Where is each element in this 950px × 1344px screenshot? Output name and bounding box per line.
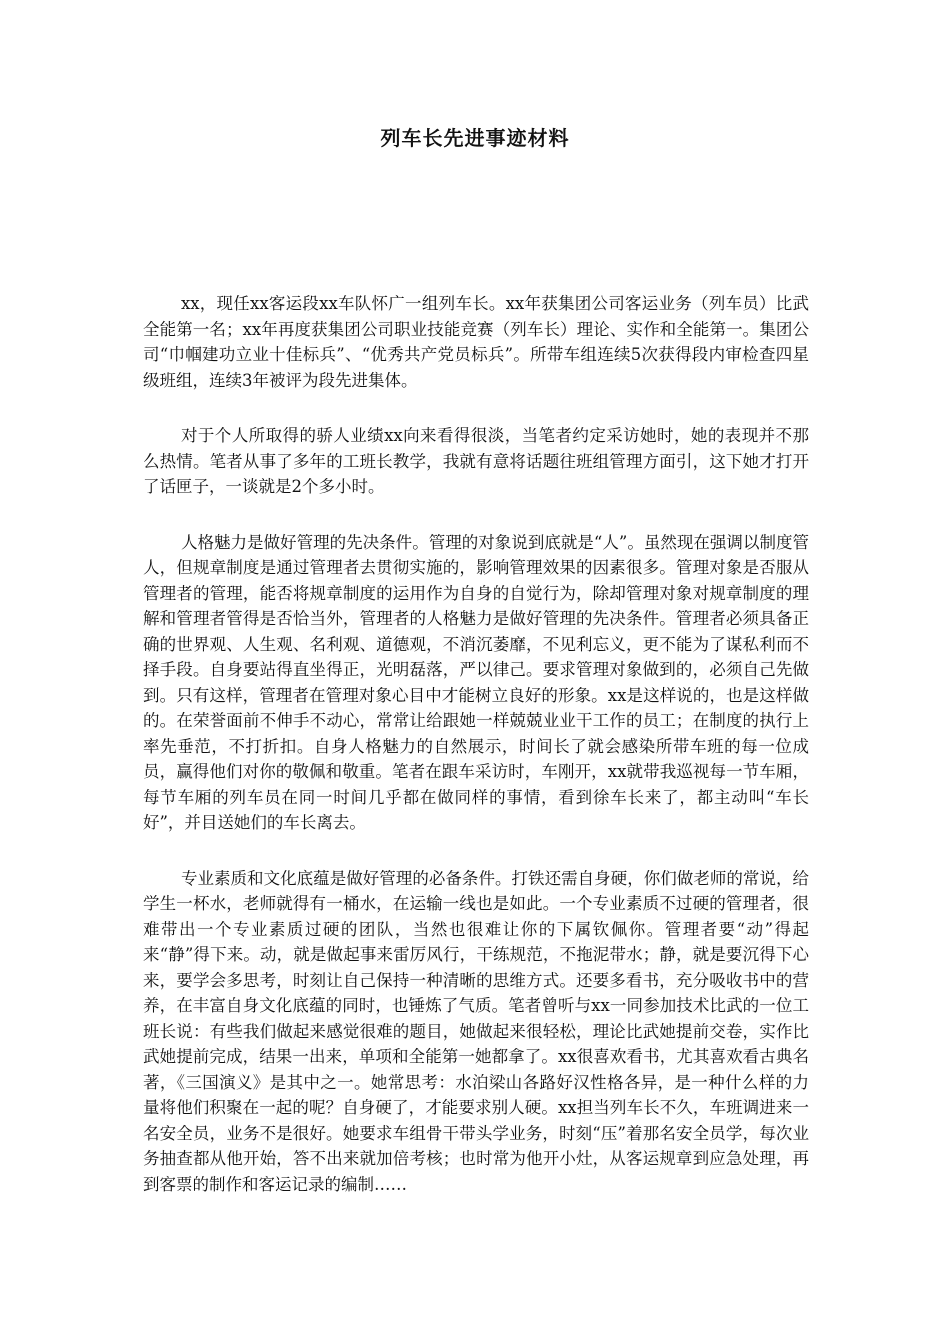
paragraph-interview: 对于个人所取得的骄人业绩xx向来看得很淡，当笔者约定采访她时，她的表现并不那么热情。笔者从事了多年的工班长教学，我就有意将话题往班组管理方面引，这下她才打开了话匣子，一谈就是2个多小时。 bbox=[143, 426, 809, 496]
document-body bbox=[143, 291, 809, 1227]
paragraph-personal-charm: 人格魅力是做好管理的先决条件。管理的对象说到底就是“人”。虽然现在强调以制度管人，但规章制度是通过管理者去贯彻实施的，影响管理效果的因素很多。管理对象是否服从管理者的管理，能否将规章制度的运用作为自身的自觉行为，除却管理对象对规章制度的理解和管理者管得是否恰当外，管理者的人格魅力是做好管理的先决条件。管理者必须具备正确的世界观、人生观、名利观、道德观，不消沉萎靡，不见利忘义，更不能为了谋私利而不择手段。自身要站得直坐得正，光明磊落，严以律己。要求管理对象做到的，必须自己先做到。只有这样，管理者在管理对象心目中才能树立良好的形象。xx是这样说的，也是这样做的。在荣誉面前不伸手不动心，常常让给跟她一样兢兢业业干工作的员工；在制度的执行上率先垂范，不打折扣。自身人格魅力的自然展示，时间长了就会感染所带车班的每一位成员，赢得他们对你的敬佩和敬重。笔者在跟车采访时，车刚开，xx就带我巡视每一节车厢，每节车厢的列车员在同一时间几乎都在做同样的事情，看到徐车长来了，都主动叫“车长好”，并目送她们的车长离去。 bbox=[143, 532, 809, 832]
document-title: 列车长先进事迹材料 bbox=[380, 126, 570, 150]
paragraph-professional-quality: 专业素质和文化底蕴是做好管理的必备条件。打铁还需自身硬，你们做老师的常说，给学生一杯水，老师就得有一桶水，在运输一线也是如此。一个专业素质不过硬的管理者，很难带出一个专业素质过硬的团队，当然也很难让你的下属钦佩你。管理者要“动”得起来“静”得下来。动，就是做起事来雷厉风行，干练规范，不拖泥带水；静，就是要沉得下心来，要学会多思考，时刻让自己保持一种清晰的思维方式。还要多看书，充分吸收书中的营养，在丰富自身文化底蕴的同时，也锤炼了气质。笔者曾听与xx一同参加技术比武的一位工班长说：有些我们做起来感觉很难的题目，她做起来很轻松，理论比武她提前交卷，实作比武她提前完成，结果一出来，单项和全能第一她都拿了。xx很喜欢看书，尤其喜欢看古典名著，《三国演义》是其中之一。她常思考：水泊梁山各路好汉性格各异，是一种什么样的力量将他们积聚在一起的呢？自身硬了，才能要求别人硬。xx担当列车长不久，车班调进来一名安全员，业务不是很好。她要求车组骨干带头学业务，时刻“压”着那名安全员学，每次业务抽查都从他开始，答不出来就加倍考核；也时常为他开小灶，从客运规章到应急处理，再到客票的制作和客运记录的编制…… bbox=[143, 868, 809, 1194]
paragraph-intro: xx，现任xx客运段xx车队怀广一组列车长。xx年获集团公司客运业务（列车员）比武全能第一名；xx年再度获集团公司职业技能竞赛（列车长）理论、实作和全能第一。集团公司“巾帼建功立业十佳标兵”、“优秀共产党员标兵”。所带车组连续5次获得段内审检查四星级班组，连续3年被评为段先进集体。 bbox=[143, 294, 809, 390]
